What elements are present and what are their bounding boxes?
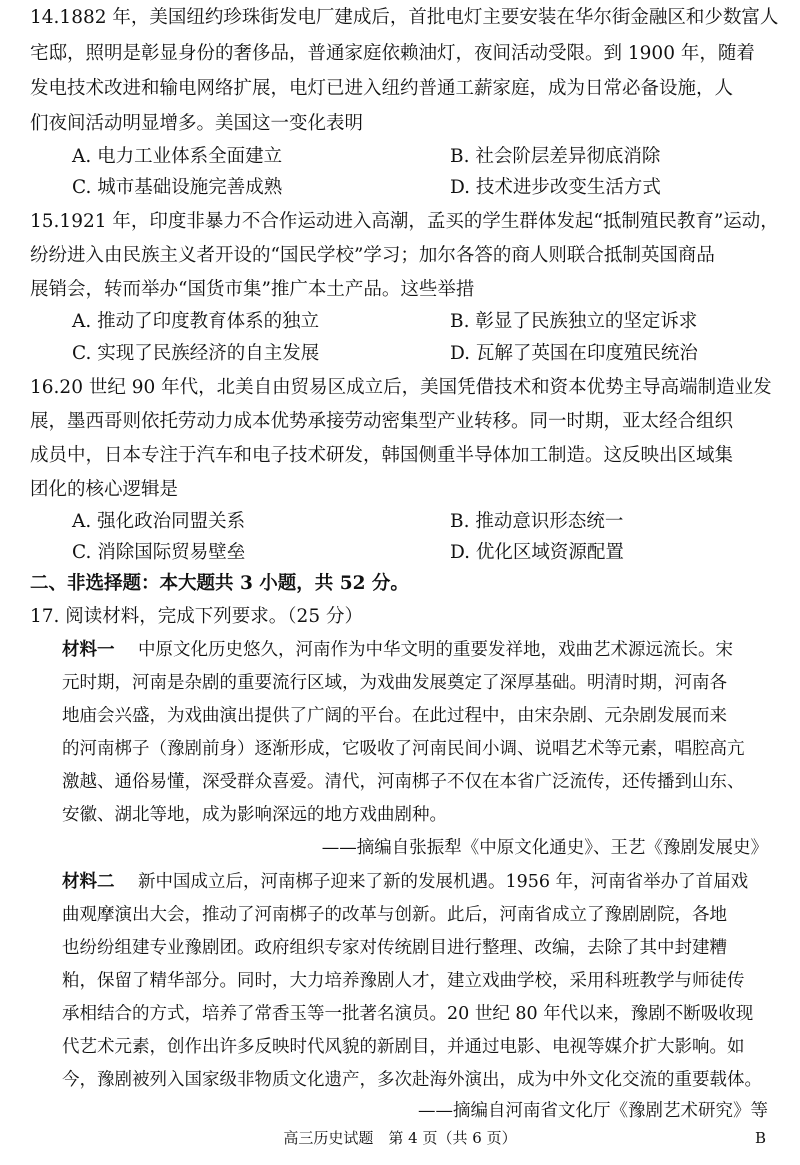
- q14-stem-line: 们夜间活动明显增多。美国这一变化表明: [30, 113, 364, 134]
- q14-stem-line: 宅邸，照明是彰显身份的奢侈品，普通家庭依赖油灯，夜间活动受限。到 1900 年，随着: [30, 43, 755, 64]
- q14-option-d: D. 技术进步改变生活方式: [450, 177, 661, 198]
- q16-stem-line: 16.20 世纪 90 年代，北美自由贸易区成立后，美国凭借技术和资本优势主导高端制造业发: [30, 377, 772, 398]
- q14-option-b: B. 社会阶层差异彻底消除: [450, 146, 661, 167]
- material-two-line: 今，豫剧被列入国家级非物质文化遗产，多次赴海外演出，成为中外文化交流的重要载体。: [62, 1070, 762, 1090]
- material-one-label: 材料一: [62, 640, 115, 660]
- material-two-line: 曲观摩演出大会，推动了河南梆子的改革与创新。此后，河南省成立了豫剧剧院，各地: [62, 905, 727, 925]
- material-one-line: 中原文化历史悠久，河南作为中华文明的重要发祥地，戏曲艺术源远流长。宋: [138, 640, 733, 660]
- material-two-line: 代艺术元素，创作出许多反映时代风貌的新剧目，并通过电影、电视等媒介扩大影响。如: [62, 1037, 745, 1057]
- q15-stem-line: 15.1921 年，印度非暴力不合作运动进入高潮，孟买的学生群体发起“抵制殖民教育”运动，: [30, 211, 779, 232]
- q14-option-c: C. 城市基础设施完善成熟: [72, 177, 283, 198]
- q15-stem-line: 展销会，转而举办“国货市集”推广本土产品。这些举措: [30, 279, 475, 300]
- material-two-line: 新中国成立后，河南梆子迎来了新的发展机遇。1956 年，河南省举办了首届戏: [138, 872, 749, 892]
- material-two-source: ——摘编自河南省文化厅《豫剧艺术研究》等: [418, 1101, 768, 1121]
- q15-option-d: D. 瓦解了英国在印度殖民统治: [450, 343, 698, 364]
- q16-option-c: C. 消除国际贸易壁垒: [72, 542, 246, 563]
- q16-stem-line: 展，墨西哥则依托劳动力成本优势承接劳动密集型产业转移。同一时期，亚太经合组织: [30, 411, 734, 432]
- material-one-line: 地庙会兴盛，为戏曲演出提供了广阔的平台。在此过程中，由宋杂剧、元杂剧发展而来: [62, 706, 727, 726]
- q16-option-a: A. 强化政治同盟关系: [72, 511, 246, 532]
- page-footer: 高三历史试题 第 4 页（共 6 页）: [283, 1129, 517, 1147]
- material-one-line: 安徽、湖北等地，成为影响深远的地方戏曲剧种。: [62, 805, 447, 825]
- q17-stem: 17. 阅读材料，完成下列要求。（25 分）: [30, 606, 363, 627]
- material-two-label: 材料二: [62, 872, 115, 892]
- material-two-line: 也纷纷组建专业豫剧团。政府组织专家对传统剧目进行整理、改编，去除了其中封建糟: [62, 938, 727, 958]
- q14-stem-line: 发电技术改进和输电网络扩展，电灯已进入纽约普通工薪家庭，成为日常必备设施，人: [30, 78, 734, 99]
- material-two-line: 承相结合的方式，培养了常香玉等一批著名演员。20 世纪 80 年代以来，豫剧不断吸收现: [62, 1004, 754, 1024]
- material-one-line: 的河南梆子（豫剧前身）逐渐形成，它吸收了河南民间小调、说唱艺术等元素，唱腔高亢: [62, 739, 745, 759]
- q15-option-c: C. 实现了民族经济的自主发展: [72, 343, 320, 364]
- q16-stem-line: 团化的核心逻辑是: [30, 479, 179, 500]
- q14-option-a: A. 电力工业体系全面建立: [72, 146, 283, 167]
- material-one-line: 激越、通俗易懂，深受群众喜爱。清代，河南梆子不仅在本省广泛流传，还传播到山东、: [62, 772, 745, 792]
- paper-version: B: [754, 1129, 766, 1147]
- material-one-source: ——摘编自张振犁《中原文化通史》、王艺《豫剧发展史》: [321, 838, 768, 858]
- q16-option-d: D. 优化区域资源配置: [450, 542, 624, 563]
- q15-option-a: A. 推动了印度教育体系的独立: [72, 311, 320, 332]
- q16-stem-line: 成员中，日本专注于汽车和电子技术研发，韩国侧重半导体加工制造。这反映出区域集: [30, 445, 734, 466]
- q14-stem-line: 14.1882 年，美国纽约珍珠街发电厂建成后，首批电灯主要安装在华尔街金融区和少数富人: [30, 7, 779, 28]
- material-two-line: 粕，保留了精华部分。同时，大力培养豫剧人才，建立戏曲学校，采用科班教学与师徒传: [62, 971, 745, 991]
- section-heading: 二、非选择题：本大题共 3 小题，共 52 分。: [30, 573, 409, 594]
- q15-stem-line: 纷纷进入由民族主义者开设的“国民学校”学习；加尔各答的商人则联合抵制英国商品: [30, 245, 715, 266]
- material-one-line: 元时期，河南是杂剧的重要流行区域，为戏曲发展奠定了深厚基础。明清时期，河南各: [62, 673, 727, 693]
- q15-option-b: B. 彰显了民族独立的坚定诉求: [450, 311, 698, 332]
- q16-option-b: B. 推动意识形态统一: [450, 511, 624, 532]
